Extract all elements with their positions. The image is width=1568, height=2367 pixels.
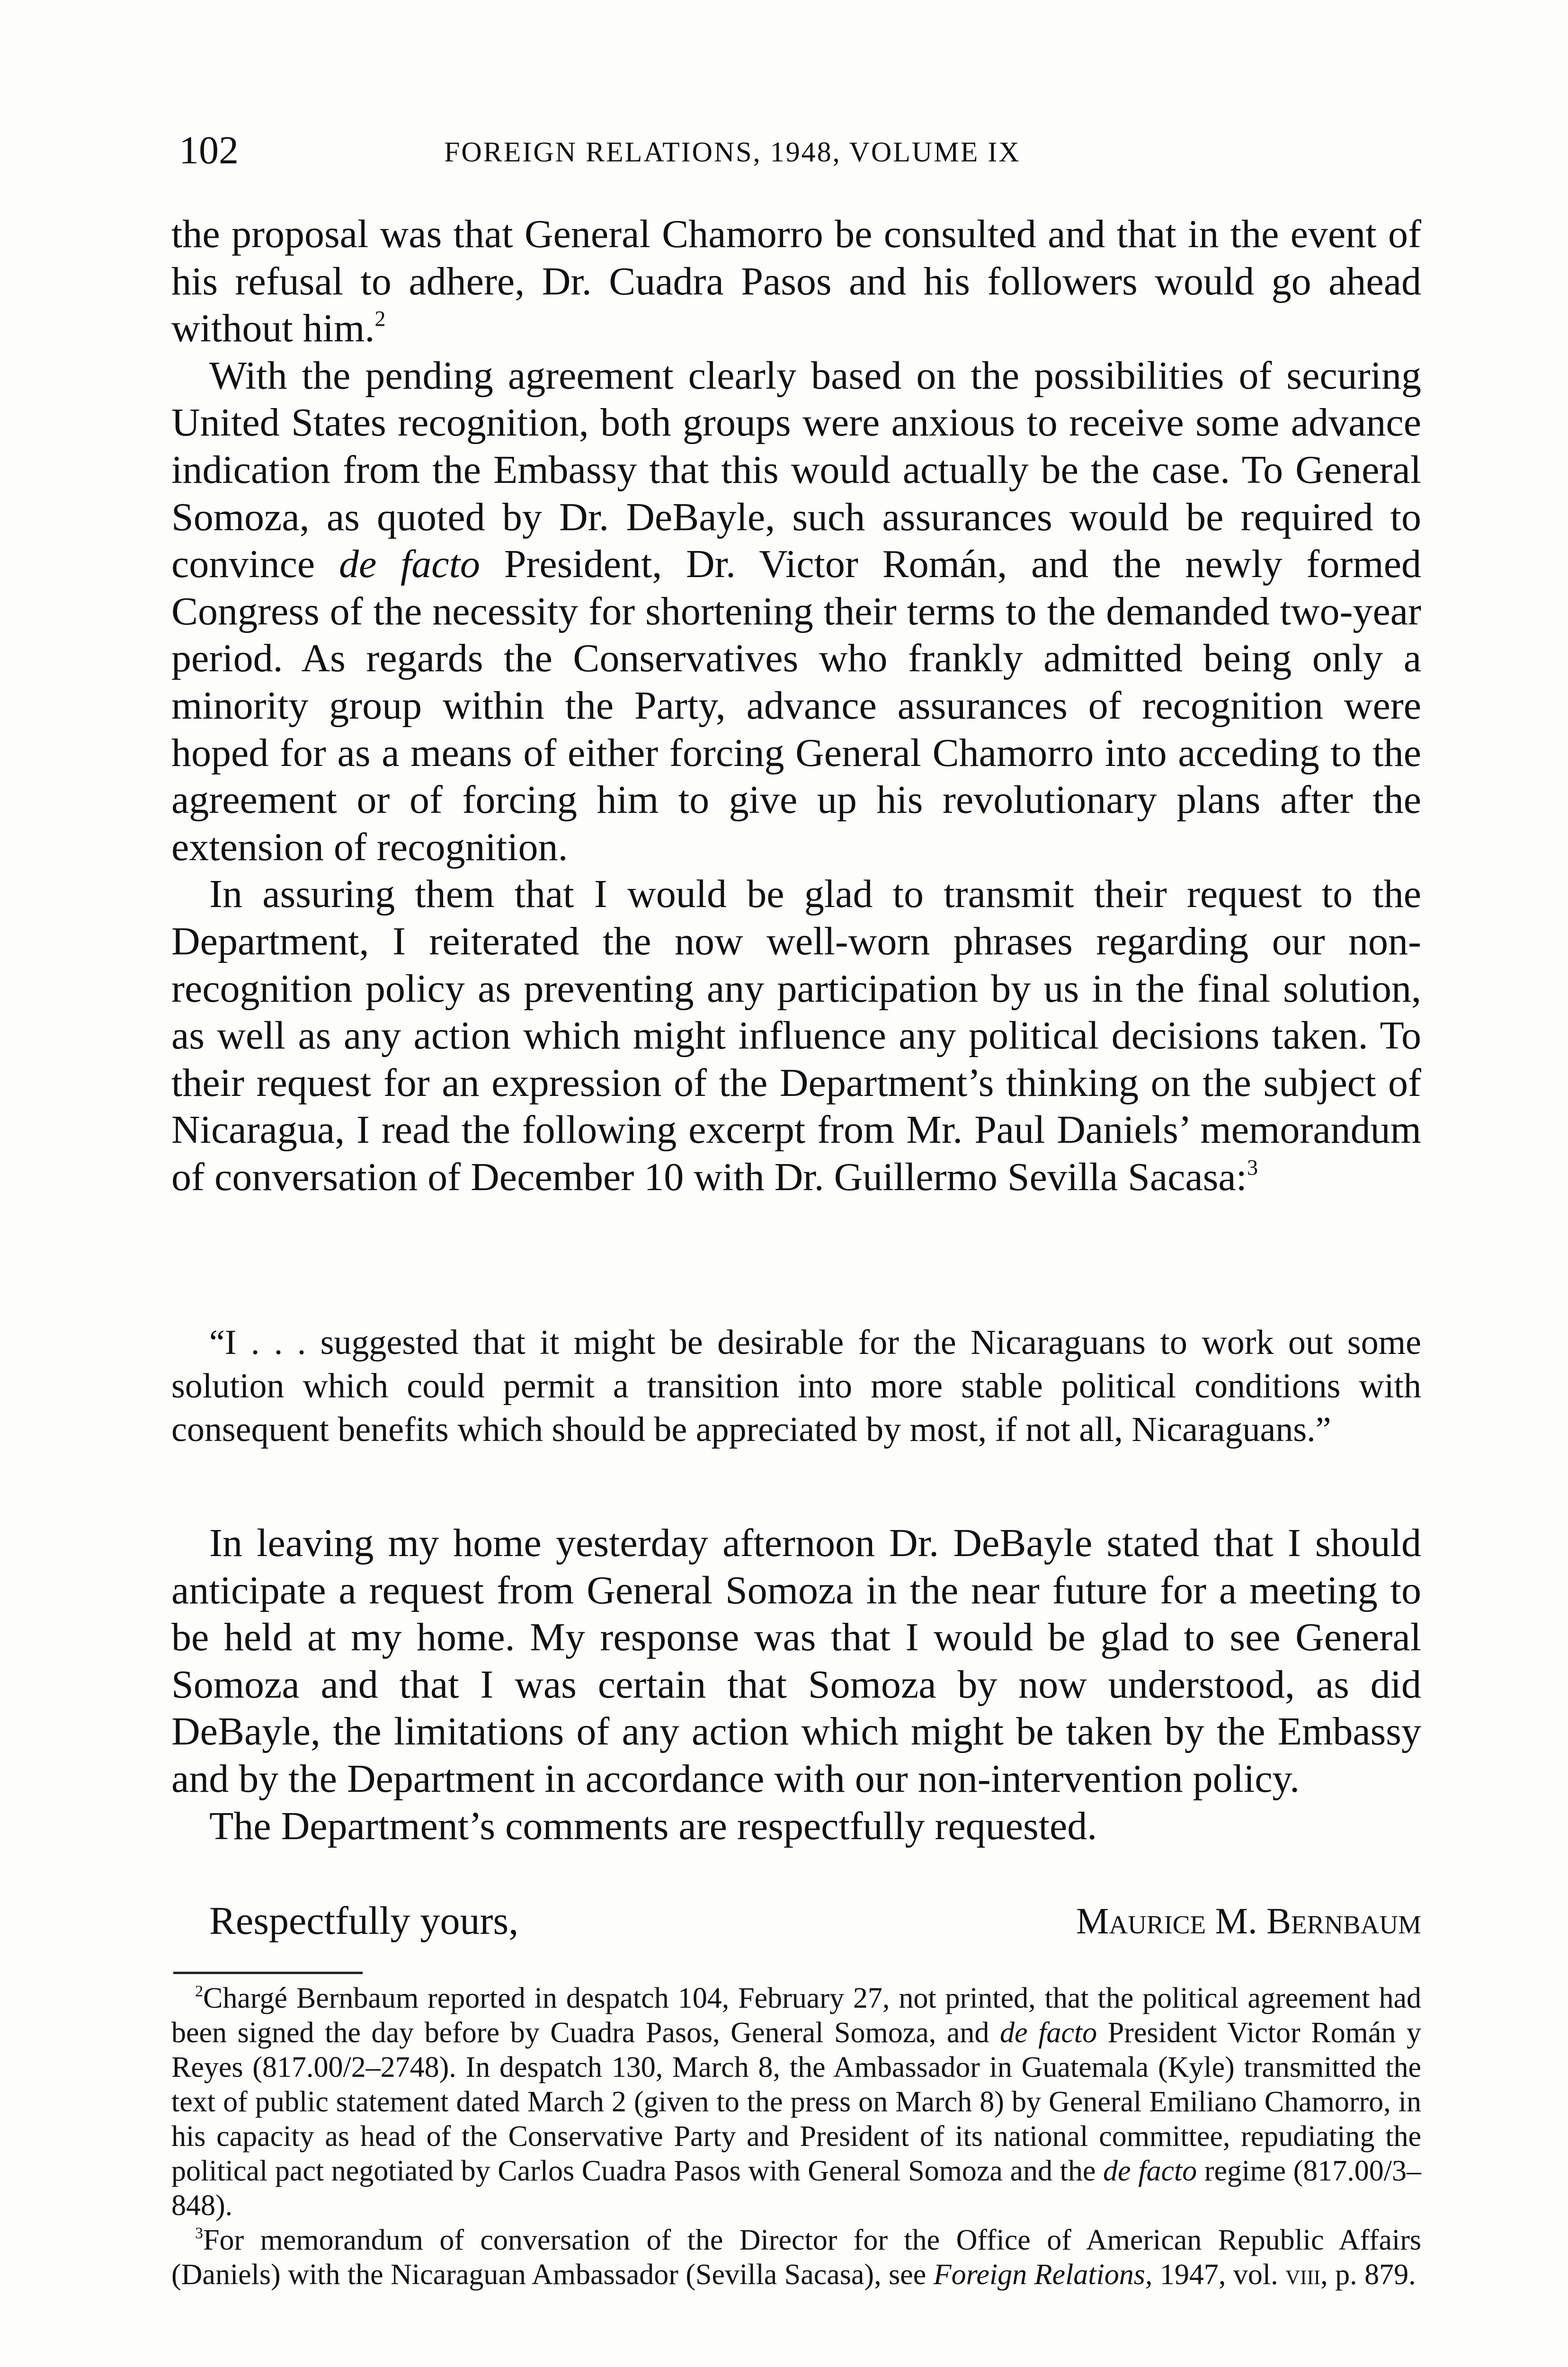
page-header <box>179 127 1419 174</box>
salutation: Respectfully yours, <box>209 1899 519 1943</box>
closing-line <box>209 1897 1421 1945</box>
paragraph-1: the proposal was that General Chamorro be consulted and that in the event of his refusal to adhere, Dr. Cuadra Pasos and his followers would go ahead without him.$^2$ <box>171 212 1421 351</box>
running-head: FOREIGN RELATIONS, 1948, VOLUME IX <box>444 136 1021 168</box>
footnote-2: $^2$Chargé Bernbaum reported in despatch 104, February 27, not printed, that the political agreement had been signed the day before by Cuadra Pasos, General Somoza, and de facto President Victor Román y Reyes (817.00/2–2748). In despatch 130, March 8, the Ambassador in Guatemala (Kyle) transmitted the text of public statement dated March 2 (given to the press on March 8) by General Emiliano Chamorro, in his capacity as head of the Conservative Party and President of its national committee, repudiating the political pact negotiated by Carlos Cuadra Pasos with General Somoza and the de facto regime (817.00/3–848). <box>171 1982 1421 2222</box>
paragraph-3: In assuring them that I would be glad to transmit their request to the Department, I reiterated the now well-worn phrases regarding our non-recognition policy as preventing any participation by us in the final solution, as well as any action which might influence any political decisions taken. To their request for an expression of the Department’s thinking on the subject of Nicaragua, I read the following excerpt from Mr. Paul Daniels’ memorandum of conversation of December 10 with Dr. Guillermo Sevilla Sacasa:$^3$ <box>171 872 1421 1199</box>
footnote-divider <box>173 1972 363 1974</box>
footnote-ref-2[interactable]: 2 <box>374 306 386 331</box>
footnote-3: $^3$For memorandum of conversation of the Director for the Office of American Republic Affairs (Daniels) with the Nicaraguan Ambassador (Sevilla Sacasa), see Foreign Relations, 1947, vol. viii, p. 879. <box>171 2224 1421 2291</box>
paragraph-5: The Department’s comments are respectfully requested. <box>209 1804 1097 1848</box>
body-text-continued <box>171 1520 1421 1850</box>
body-text <box>171 211 1421 1201</box>
paragraph-2: With the pending agreement clearly based on the possibilities of securing United States recognition, both groups were anxious to receive some advance indication from the Embassy that this would actually be the case. To General Somoza, as quoted by Dr. DeBayle, such assurances would be required to convince de facto President, Dr. Victor Román, and the newly formed Congress of the necessity for shortening their terms to the demanded two-year period. As regards the Conservatives who frankly admitted being only a minority group within the Party, advance assurances of recognition were hoped for as a means of either forcing General Chamorro into acceding to the agreement or of forcing him to give up his revolutionary plans after the extension of recognition. <box>171 353 1421 869</box>
footnotes <box>171 1981 1421 2292</box>
paragraph-4: In leaving my home yesterday afternoon Dr. DeBayle stated that I should anticipate a request from General Somoza in the near future for a meeting to be held at my home. My response was that I would be glad to see General Somoza and that I was certain that Somoza by now understood, as did DeBayle, the limitations of any action which might be taken by the Embassy and by the Department in accordance with our non-intervention policy. <box>171 1521 1421 1801</box>
signature: Maurice M. Bernbaum <box>1076 1900 1421 1941</box>
block-quote: “I . . . suggested that it might be desirable for the Nicaraguans to work out some solution which could permit a transition into more stable political conditions with consequent benefits which should be appreciated by most, if not all, Nicaraguans.” <box>171 1323 1421 1449</box>
footnote-ref-3[interactable]: 3 <box>1247 1155 1258 1180</box>
page-number: 102 <box>179 128 239 172</box>
